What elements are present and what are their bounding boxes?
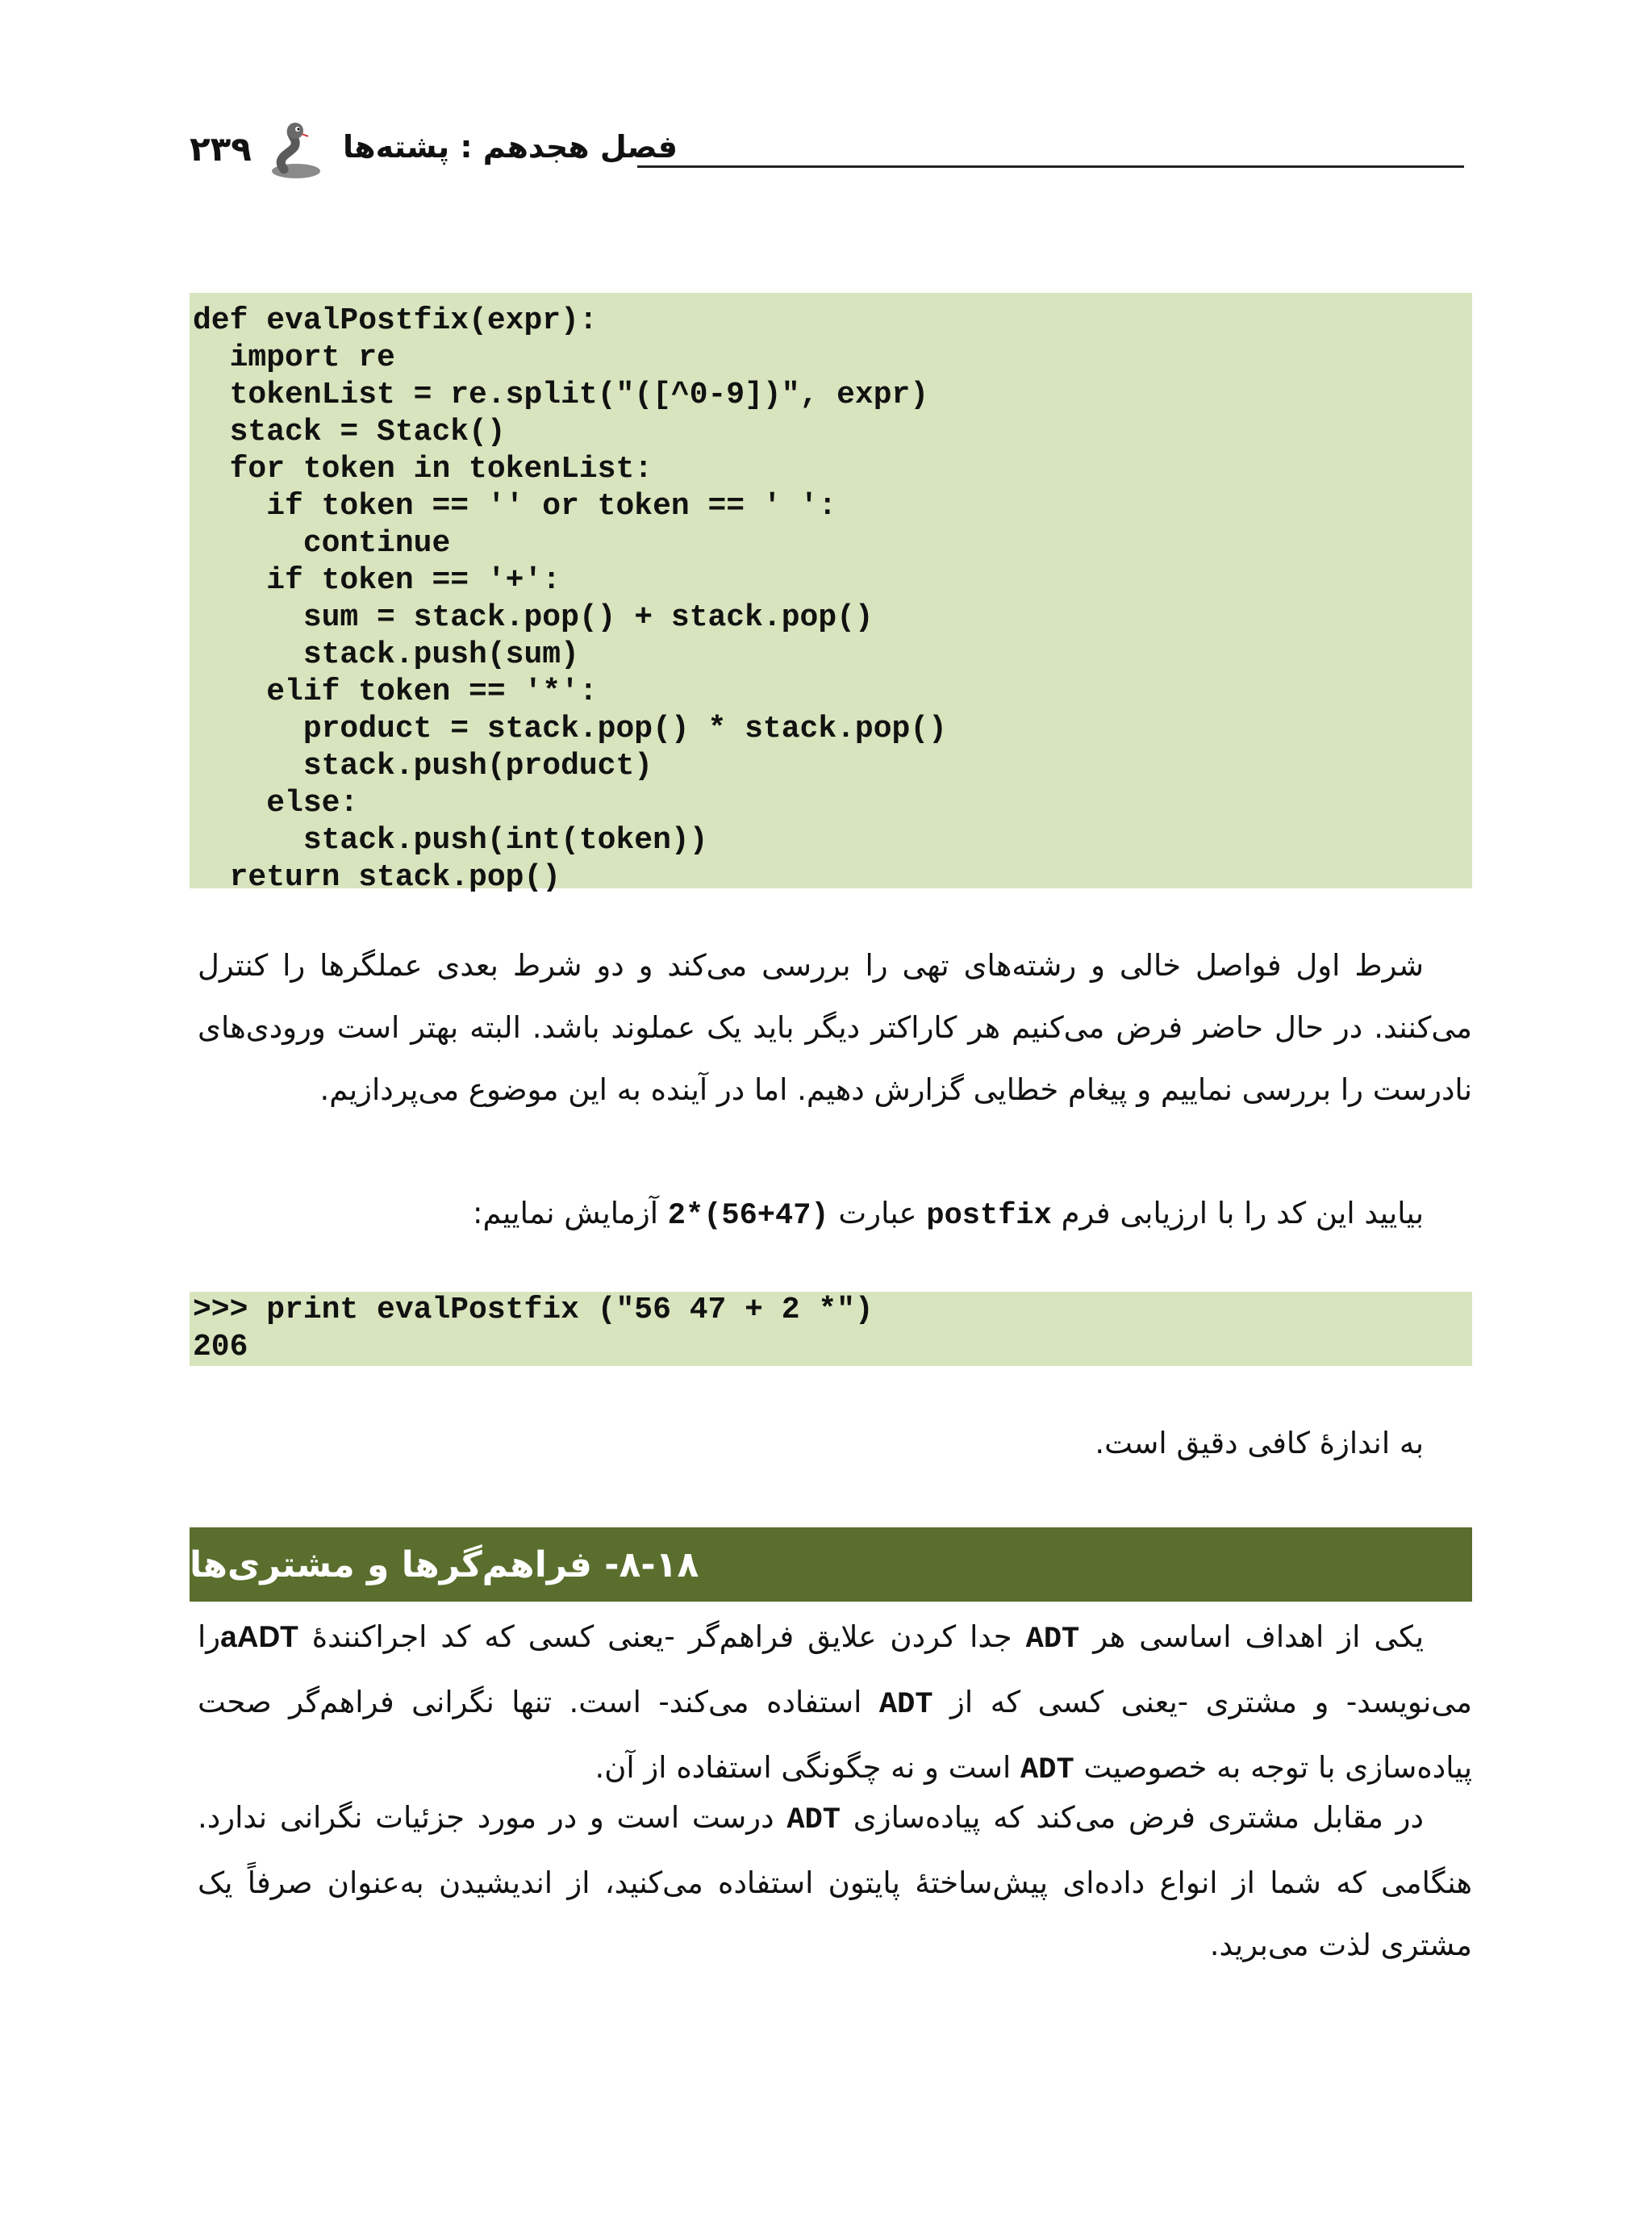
code-line: import re [193, 340, 395, 375]
python-snake-icon [266, 121, 327, 182]
code-line: elif token == '*': [193, 675, 598, 709]
text-run: استفاده می‌کند- است. تنها نگرانی فراهم‌گر صحت پیاده‌سازی با توجه به خصوصیت [198, 1685, 1472, 1785]
chapter-title: فصل هجدهم : پشته‌ها [343, 129, 678, 165]
code-line: def evalPostfix(expr): [193, 303, 598, 338]
code-line: product = stack.pop() * stack.pop() [193, 712, 947, 746]
paragraph-test-intro [198, 1182, 1472, 1247]
paragraph-accuracy: به اندازهٔ کافی دقیق است. [1095, 1426, 1424, 1460]
term-adt: aADT [220, 1620, 298, 1653]
code-line: continue [193, 526, 451, 561]
header-rule [637, 165, 1464, 168]
text-run: بیایید این کد را با ارزیابی فرم [1051, 1196, 1424, 1230]
section-title: ۸-۱۸- فراهم‌گرها و مشتری‌ها [190, 1544, 699, 1585]
code-line: stack.push(int(token)) [193, 823, 708, 858]
term-adt: ADT [1020, 1753, 1074, 1787]
code-line: for token in tokenList: [193, 452, 653, 487]
paragraph-operands: شرط اول فواصل خالی و رشته‌های تهی را بررسی می‌کند و دو شرط بعدی عملگرها را کنترل می‌کنند. در حال حاضر فرض می‌کنیم هر کاراکتر دیگر باید یک عملوند باشد. البته بهتر است ورودی‌های نادرست را بررسی نماییم و پیغام خطایی گزارش دهیم. اما در آینده به این موضوع می‌پردازیم. [198, 948, 1472, 1107]
text-run: است و نه چگونگی استفاده از آن. [594, 1750, 1021, 1785]
term-adt: ADT [1025, 1623, 1080, 1656]
text-run: در مقابل مشتری فرض می‌کند که پیاده‌سازی [841, 1800, 1424, 1835]
text-run: عبارت [828, 1196, 927, 1230]
text-run: درست است و در مورد جزئیات نگرانی ندارد. هنگامی که شما از انواع داده‌ای پیش‌ساختهٔ پایتون استفاده می‌کنید، از اندیشیدن به‌عنوان صرفاً یک مشتری لذت می‌برید. [198, 1800, 1472, 1962]
text-run: جدا کردن علایق فراهم‌گر -یعنی کسی که کد اجراکنندهٔ [298, 1619, 1026, 1654]
code-line: stack = Stack() [193, 415, 506, 449]
paragraph-client-view [198, 1786, 1472, 1976]
code-line: return stack.pop() [193, 860, 561, 895]
section-heading [190, 1527, 1472, 1602]
expression: 2*(56+47) [667, 1199, 829, 1233]
code-line: tokenList = re.split("([^0-9])", expr) [193, 378, 929, 412]
text-run: را می‌نویسد- و مشتری -یعنی کسی که از [198, 1619, 1472, 1719]
code-line: if token == '+': [193, 563, 561, 598]
code-line: 206 [193, 1330, 248, 1364]
code-block-print-result [190, 1292, 1472, 1366]
code-line: else: [193, 786, 359, 821]
code-line: sum = stack.pop() + stack.pop() [193, 600, 874, 635]
text-run: آزمایش نماییم: [473, 1196, 668, 1230]
page-header [190, 121, 1464, 186]
term-adt: ADT [878, 1688, 933, 1722]
code-block-eval-postfix [190, 293, 1472, 895]
text-run: یکی از اهداف اساسی هر [1079, 1619, 1424, 1654]
code-line: stack.push(sum) [193, 637, 579, 672]
code-line: if token == '' or token == ' ': [193, 489, 837, 524]
code-line: >>> print evalPostfix ("56 47 + 2 *") [193, 1293, 874, 1327]
term-postfix: postfix [926, 1199, 1052, 1233]
code-line: stack.push(product) [193, 749, 653, 783]
page-number: ۲۳۹ [190, 129, 252, 169]
paragraph-providers-clients [198, 1606, 1472, 1802]
term-adt: ADT [786, 1803, 841, 1837]
